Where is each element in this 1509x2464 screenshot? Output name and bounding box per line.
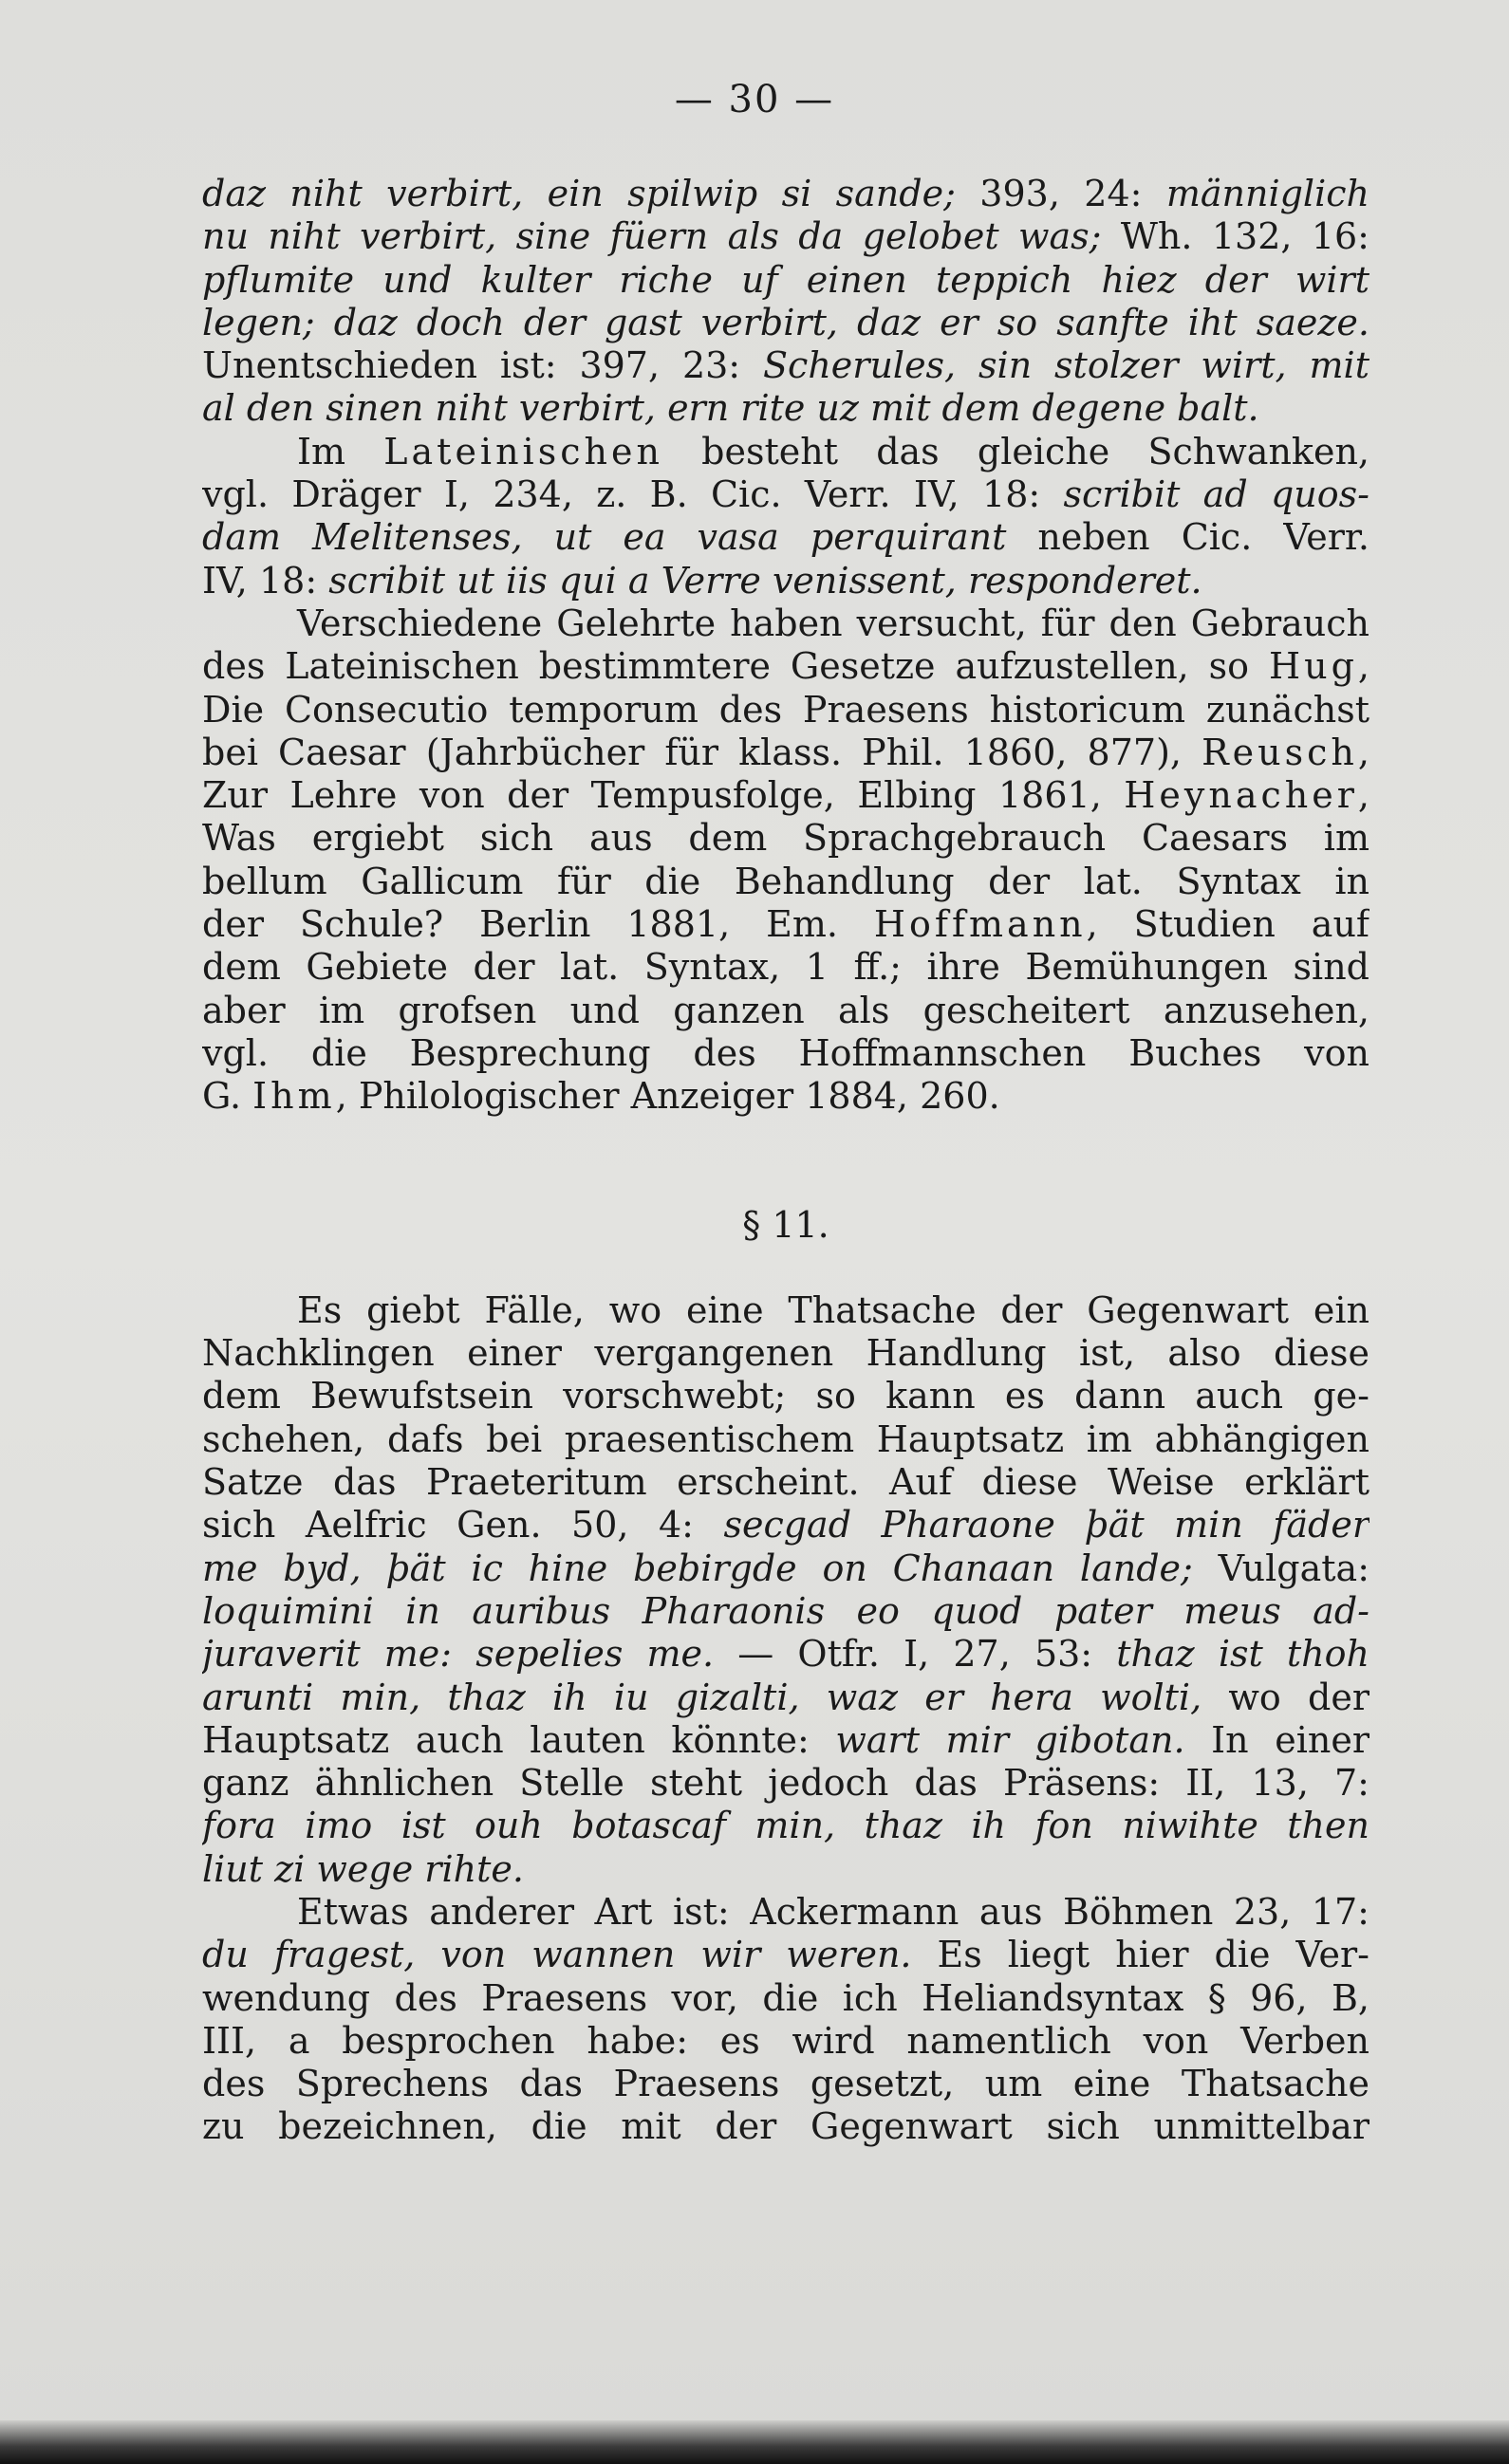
text-line: wendung des Praesens vor, die ich Heliandsyntax § 96, B, (202, 1976, 1369, 2019)
page-number: — 30 — (674, 78, 835, 121)
text-line: IV, 18: scribit ut iis qui a Verre venissent, responderet. (202, 559, 1202, 602)
text-line: daz niht verbirt, ein spilwip si sande; 393, 24: männiglich (202, 173, 1369, 214)
text-line: Zur Lehre von der Tempusfolge, Elbing 1861, Heynacher, (202, 774, 1369, 817)
text-line: Hauptsatz auch lauten könnte: wart mir gibotan. In einer (202, 1718, 1369, 1761)
text-line: dam Melitenses, ut ea vasa perquirant neben Cic. Verr. (202, 516, 1369, 559)
text-line: Etwas anderer Art ist: Ackermann aus Böhmen 23, 17: (297, 1890, 1369, 1933)
text-line: loquimini in auribus Pharaonis eo quod pater meus ad- (202, 1589, 1369, 1632)
text-line: fora imo ist ouh botascaf min, thaz ih fon niwihte then (202, 1805, 1369, 1847)
text-line: Was ergiebt sich aus dem Sprachgebrauch Caesars im (202, 817, 1369, 860)
text-line: des Lateinischen bestimmtere Gesetze aufzustellen, so Hug, (202, 645, 1369, 688)
text-line: dem Bewufstsein vorschwebt; so kann es dann auch ge- (202, 1375, 1369, 1417)
text-line: Satze das Praeteritum erscheint. Auf diese Weise erklärt (202, 1461, 1369, 1504)
text-line: legen; daz doch der gast verbirt, daz er so sanfte iht saeze. (202, 301, 1369, 343)
text-line: juraverit me: sepelies me. — Otfr. I, 27, 53: thaz ist thoh (202, 1633, 1369, 1676)
page-bottom-edge (0, 2420, 1509, 2464)
text-line: sich Aelfric Gen. 50, 4: secgad Pharaone þät min fäder (202, 1504, 1369, 1547)
text-line: aber im grofsen und ganzen als gescheitert anzusehen, (202, 989, 1369, 1031)
text-line: schehen, dafs bei praesentischem Hauptsatz im abhängigen (202, 1417, 1369, 1460)
text-line: Die Consecutio temporum des Praesens historicum zunächst (202, 688, 1369, 731)
section-heading: § 11. (742, 1203, 829, 1246)
text-line: arunti min, thaz ih iu gizalti, waz er hera wolti, wo der (202, 1676, 1369, 1718)
body-text (202, 173, 1369, 2149)
text-line: der Schule? Berlin 1881, Em. Hoffmann, Studien auf (202, 903, 1369, 946)
text-line: Nachklingen einer vergangenen Handlung ist, also diese (202, 1332, 1369, 1375)
text-line: liut zi wege rihte. (202, 1847, 524, 1890)
text-line: nu niht verbirt, sine füern als da gelobet was; Wh. 132, 16: (202, 215, 1369, 258)
paragraph-block-1 (202, 173, 1369, 1119)
text-line: me byd, þät ic hine bebirgde on Chanaan lande; Vulgata: (202, 1547, 1369, 1589)
text-line: des Sprechens das Praesens gesetzt, um eine Thatsache (202, 2063, 1369, 2105)
text-line: G. Ihm, Philologischer Anzeiger 1884, 260. (202, 1075, 1000, 1118)
text-line: pflumite und kulter riche uf einen teppich hiez der wirt (202, 258, 1369, 301)
text-line: Es giebt Fälle, wo eine Thatsache der Gegenwart ein (297, 1288, 1369, 1331)
text-line: bei Caesar (Jahrbücher für klass. Phil. 1860, 877), Reusch, (202, 731, 1369, 773)
text-line: Unentschieden ist: 397, 23: Scherules, sin stolzer wirt, mit (202, 344, 1369, 387)
text-line: dem Gebiete der lat. Syntax, 1 ff.; ihre Bemühungen sind (202, 946, 1369, 989)
text-line: III, a besprochen habe: es wird namentlich von Verben (202, 2019, 1369, 2062)
text-line: vgl. die Besprechung des Hoffmannschen Buches von (202, 1031, 1369, 1074)
paragraph-block-2 (202, 1289, 1369, 2149)
text-line: Verschiedene Gelehrte haben versucht, für den Gebrauch (297, 602, 1369, 644)
text-line: du fragest, von wannen wir weren. Es liegt hier die Ver- (202, 1934, 1369, 1976)
text-line: Im Lateinischen besteht das gleiche Schwanken, (297, 430, 1369, 472)
text-line: ganz ähnlichen Stelle steht jedoch das Präsens: II, 13, 7: (202, 1762, 1369, 1805)
text-line: al den sinen niht verbirt, ern rite uz mit dem degene balt. (202, 387, 1259, 430)
text-line: zu bezeichnen, die mit der Gegenwart sich unmittelbar (202, 2105, 1369, 2148)
text-line: vgl. Dräger I, 234, z. B. Cic. Verr. IV, 18: scribit ad quos- (202, 473, 1369, 516)
text-line: bellum Gallicum für die Behandlung der lat. Syntax in (202, 860, 1369, 902)
